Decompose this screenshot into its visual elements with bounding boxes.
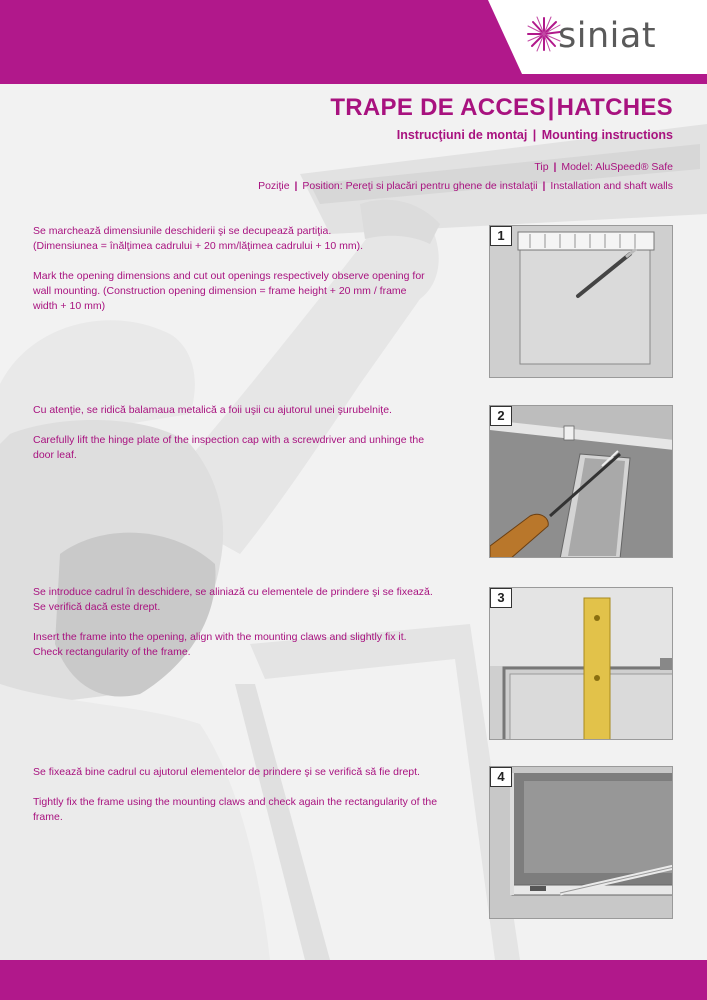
step-2-en: Carefully lift the hinge plate of the inspection cap with a screwdriver and unhinge the door leaf. bbox=[33, 434, 425, 461]
model-line: Tip | Model: AluSpeed® Safe bbox=[534, 161, 673, 173]
page-title: TRAPE DE ACCES|HATCHES bbox=[330, 94, 673, 121]
step-3-badge: 3 bbox=[490, 588, 512, 608]
footer-band bbox=[0, 960, 707, 1000]
step-1-text bbox=[33, 224, 463, 314]
step-1-ro: Se marchează dimensiunile deschiderii şi se decupează partiţia. (Dimensiunea = înălţimea cadrului + 20 mm/lăţimea cadrului + 10 mm). bbox=[33, 225, 364, 252]
position-line: Poziţie | Position: Pereţi si placări pentru ghene de instalaţii | Installation and shaft walls bbox=[258, 180, 673, 192]
step-4-en: Tightly fix the frame using the mounting claws and check again the rectangularity of the frame. bbox=[33, 796, 438, 823]
brand-logo: siniat bbox=[558, 16, 657, 56]
step-2-badge: 2 bbox=[490, 406, 512, 426]
step-1-en: Mark the opening dimensions and cut out openings respectively observe opening for wall mounting. (Construction opening dimension = frame height + 20 mm / frame width + 10 mm) bbox=[33, 270, 425, 312]
step-1-badge: 1 bbox=[490, 226, 512, 246]
step-3-text bbox=[33, 585, 463, 660]
page-subtitle: Instrucţiuni de montaj | Mounting instructions bbox=[396, 128, 673, 142]
step-1-photo bbox=[489, 225, 673, 378]
step-2-text bbox=[33, 403, 463, 463]
step-4-badge: 4 bbox=[490, 767, 512, 787]
step-3-ro: Se introduce cadrul în deschidere, se aliniază cu elementele de prindere şi se fixează. Se verifică dacă este drept. bbox=[33, 586, 433, 613]
step-3-photo bbox=[489, 587, 673, 740]
starburst-icon bbox=[527, 16, 561, 52]
step-4-photo bbox=[489, 766, 673, 919]
step-4-ro: Se fixează bine cadrul cu ajutorul elementelor de prindere şi se verifică să fie drept. bbox=[33, 766, 420, 778]
step-3-en: Insert the frame into the opening, align with the mounting claws and slightly fix it. Check rectangularity of the frame. bbox=[33, 631, 407, 658]
step-2-photo bbox=[489, 405, 673, 558]
step-4-text bbox=[33, 765, 463, 825]
step-2-ro: Cu atenţie, se ridică balamaua metalică a foii uşii cu ajutorul unei şurubelniţe. bbox=[33, 404, 392, 416]
